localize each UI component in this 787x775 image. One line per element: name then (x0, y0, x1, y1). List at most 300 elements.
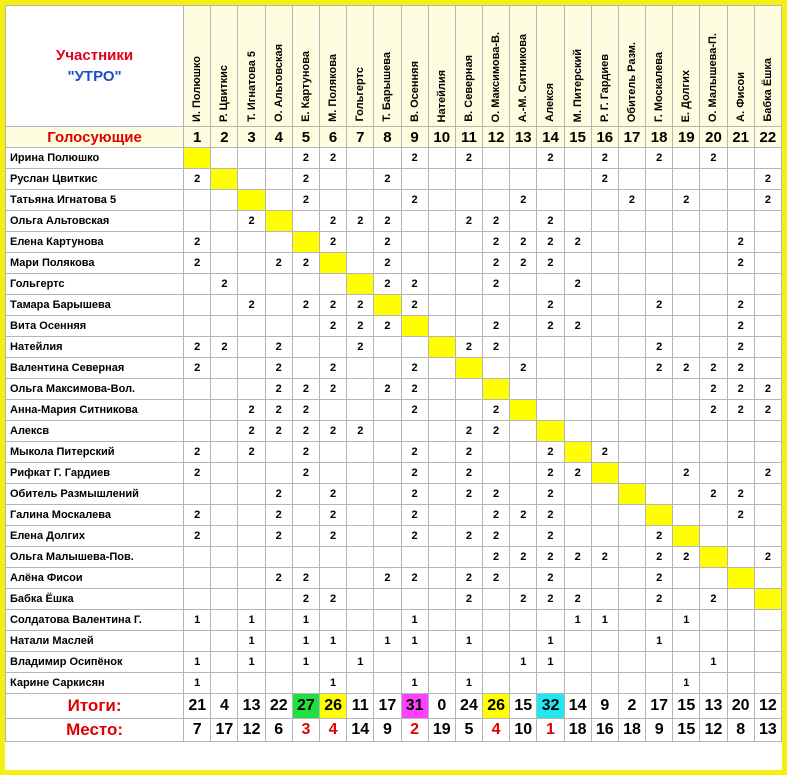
vote-cell (727, 568, 754, 589)
total-value: 13 (238, 694, 265, 719)
vote-cell (618, 400, 645, 421)
vote-cell: 2 (401, 400, 428, 421)
participant-number: 14 (537, 127, 564, 148)
vote-cell (211, 526, 238, 547)
vote-cell (727, 190, 754, 211)
voter-name: Ирина Полюшко (6, 148, 184, 169)
vote-cell (537, 358, 564, 379)
vote-cell (292, 547, 319, 568)
participant-header (510, 6, 537, 127)
vote-cell (618, 505, 645, 526)
place-value: 8 (727, 719, 754, 742)
voter-name: Натейлия (6, 337, 184, 358)
vote-cell (537, 673, 564, 694)
vote-cell (646, 232, 673, 253)
voter-row (6, 379, 782, 400)
total-value: 4 (211, 694, 238, 719)
voter-row (6, 673, 782, 694)
vote-cell (428, 547, 455, 568)
vote-cell (564, 295, 591, 316)
vote-cell (211, 421, 238, 442)
participant-number: 17 (618, 127, 645, 148)
vote-cell (483, 610, 510, 631)
voter-row (6, 652, 782, 673)
vote-cell: 2 (184, 169, 211, 190)
place-value: 6 (265, 719, 292, 742)
vote-cell: 1 (673, 610, 700, 631)
vote-cell (347, 400, 374, 421)
participant-name: М. Питерский (571, 48, 584, 122)
vote-cell (483, 379, 510, 400)
vote-cell (537, 169, 564, 190)
vote-cell (591, 589, 618, 610)
vote-cell: 2 (455, 568, 482, 589)
vote-cell (265, 442, 292, 463)
voter-name: Елена Долгих (6, 526, 184, 547)
vote-cell (401, 421, 428, 442)
voter-row (6, 631, 782, 652)
vote-cell: 2 (374, 253, 401, 274)
vote-cell (510, 673, 537, 694)
voter-name: Натали Маслей (6, 631, 184, 652)
vote-cell (700, 169, 727, 190)
vote-cell: 1 (184, 610, 211, 631)
vote-cell (455, 295, 482, 316)
participant-header (727, 6, 754, 127)
vote-cell (428, 274, 455, 295)
vote-cell (483, 652, 510, 673)
vote-cell: 2 (483, 547, 510, 568)
vote-cell: 2 (537, 148, 564, 169)
vote-cell (646, 505, 673, 526)
vote-cell: 2 (700, 484, 727, 505)
vote-cell: 2 (591, 169, 618, 190)
vote-cell (646, 421, 673, 442)
vote-cell: 2 (184, 442, 211, 463)
vote-cell: 2 (700, 379, 727, 400)
vote-cell: 1 (320, 673, 347, 694)
vote-cell (727, 274, 754, 295)
place-value: 16 (591, 719, 618, 742)
vote-cell (211, 253, 238, 274)
participant-name: Р. Цвиткис (218, 64, 231, 122)
vote-cell: 2 (292, 568, 319, 589)
vote-cell (265, 211, 292, 232)
vote-cell (401, 652, 428, 673)
vote-cell: 2 (537, 295, 564, 316)
vote-cell: 2 (727, 379, 754, 400)
voter-name: Татьяна Игнатова 5 (6, 190, 184, 211)
vote-cell (564, 631, 591, 652)
vote-cell (428, 316, 455, 337)
vote-cell (238, 190, 265, 211)
vote-cell (700, 610, 727, 631)
vote-cell: 2 (754, 169, 781, 190)
vote-cell (673, 169, 700, 190)
vote-cell (184, 484, 211, 505)
vote-cell (510, 295, 537, 316)
vote-cell: 2 (727, 295, 754, 316)
vote-cell (455, 505, 482, 526)
vote-cell: 2 (483, 232, 510, 253)
vote-cell: 2 (591, 442, 618, 463)
vote-cell (510, 568, 537, 589)
vote-cell (727, 526, 754, 547)
vote-cell (727, 631, 754, 652)
vote-cell (184, 148, 211, 169)
vote-cell (347, 610, 374, 631)
participant-name: Т. Барышева (381, 52, 394, 122)
vote-cell (646, 316, 673, 337)
voter-name: Бабка Ёшка (6, 589, 184, 610)
vote-cell (591, 358, 618, 379)
vote-cell (564, 358, 591, 379)
participant-number: 11 (455, 127, 482, 148)
vote-cell (591, 316, 618, 337)
vote-cell: 2 (727, 358, 754, 379)
vote-cell (320, 253, 347, 274)
vote-cell (428, 232, 455, 253)
vote-cell: 2 (292, 190, 319, 211)
vote-cell: 1 (510, 652, 537, 673)
vote-cell (374, 652, 401, 673)
vote-cell (591, 421, 618, 442)
voter-row (6, 316, 782, 337)
vote-cell (591, 400, 618, 421)
vote-cell (754, 505, 781, 526)
total-value: 15 (673, 694, 700, 719)
vote-cell (428, 400, 455, 421)
totals-label: Итоги: (6, 694, 184, 719)
vote-cell (618, 274, 645, 295)
total-value: 14 (564, 694, 591, 719)
place-label: Место: (6, 719, 184, 742)
vote-cell (238, 673, 265, 694)
vote-cell (618, 673, 645, 694)
vote-cell: 2 (265, 253, 292, 274)
vote-cell: 2 (537, 232, 564, 253)
voter-name: Ольга Максимова-Вол. (6, 379, 184, 400)
vote-cell (564, 148, 591, 169)
vote-cell: 2 (537, 484, 564, 505)
place-value: 13 (754, 719, 781, 742)
vote-cell (428, 148, 455, 169)
vote-cell: 2 (564, 316, 591, 337)
vote-cell (483, 673, 510, 694)
participant-number: 20 (700, 127, 727, 148)
vote-cell (618, 631, 645, 652)
vote-cell: 2 (673, 463, 700, 484)
vote-cell (455, 379, 482, 400)
voter-name: Солдатова Валентина Г. (6, 610, 184, 631)
place-value: 1 (537, 719, 564, 742)
voter-name: Карине Саркисян (6, 673, 184, 694)
participant-name: О. Малышева-П. (707, 32, 720, 122)
vote-cell (401, 316, 428, 337)
vote-cell: 2 (347, 295, 374, 316)
participant-header (292, 6, 319, 127)
vote-cell (510, 274, 537, 295)
vote-cell (646, 211, 673, 232)
vote-cell: 2 (320, 358, 347, 379)
vote-cell: 2 (673, 547, 700, 568)
vote-cell (754, 526, 781, 547)
vote-cell (673, 589, 700, 610)
vote-cell: 2 (292, 295, 319, 316)
vote-cell: 2 (455, 484, 482, 505)
vote-cell (265, 547, 292, 568)
vote-cell (754, 358, 781, 379)
place-value: 4 (483, 719, 510, 742)
participant-name: И. Полюшко (191, 56, 204, 122)
vote-cell (646, 673, 673, 694)
voter-name: Гольгертс (6, 274, 184, 295)
vote-cell (673, 442, 700, 463)
place-value: 4 (320, 719, 347, 742)
vote-cell: 2 (537, 316, 564, 337)
vote-cell (700, 211, 727, 232)
voter-row (6, 253, 782, 274)
vote-cell (401, 253, 428, 274)
vote-cell (754, 568, 781, 589)
vote-cell: 2 (292, 379, 319, 400)
vote-cell: 2 (347, 421, 374, 442)
vote-cell: 2 (537, 547, 564, 568)
vote-cell (618, 484, 645, 505)
participant-number: 4 (265, 127, 292, 148)
vote-cell: 2 (483, 526, 510, 547)
vote-cell (483, 442, 510, 463)
voter-name: Елена Картунова (6, 232, 184, 253)
participant-number: 9 (401, 127, 428, 148)
vote-cell: 1 (374, 631, 401, 652)
voter-row (6, 547, 782, 568)
vote-cell (510, 211, 537, 232)
place-value: 9 (374, 719, 401, 742)
vote-cell (537, 379, 564, 400)
vote-cell (455, 358, 482, 379)
vote-cell (428, 526, 455, 547)
vote-cell: 2 (564, 232, 591, 253)
total-value: 11 (347, 694, 374, 719)
vote-cell (265, 673, 292, 694)
vote-cell: 1 (292, 610, 319, 631)
vote-cell: 1 (646, 631, 673, 652)
vote-cell: 2 (401, 190, 428, 211)
vote-cell (537, 274, 564, 295)
vote-cell (265, 463, 292, 484)
participant-name: Бабка Ёшка (761, 58, 774, 122)
vote-cell (238, 526, 265, 547)
vote-cell: 2 (455, 421, 482, 442)
vote-cell (673, 337, 700, 358)
vote-cell: 2 (238, 442, 265, 463)
vote-cell (564, 337, 591, 358)
vote-cell (673, 652, 700, 673)
places-row (6, 719, 782, 742)
vote-cell (618, 232, 645, 253)
vote-cell: 2 (727, 232, 754, 253)
vote-cell (510, 379, 537, 400)
vote-cell (537, 337, 564, 358)
vote-cell: 2 (700, 400, 727, 421)
vote-cell (727, 652, 754, 673)
vote-cell: 2 (537, 442, 564, 463)
vote-cell: 2 (347, 211, 374, 232)
vote-cell: 2 (401, 379, 428, 400)
vote-cell: 2 (754, 400, 781, 421)
vote-cell (238, 379, 265, 400)
vote-cell: 2 (374, 379, 401, 400)
voter-name: Вита Осенняя (6, 316, 184, 337)
vote-cell: 2 (292, 148, 319, 169)
voter-row (6, 505, 782, 526)
vote-cell (238, 358, 265, 379)
vote-cell (646, 442, 673, 463)
vote-cell (184, 400, 211, 421)
vote-cell (374, 673, 401, 694)
vote-cell (428, 463, 455, 484)
participant-number: 6 (320, 127, 347, 148)
voter-row (6, 169, 782, 190)
voter-row (6, 442, 782, 463)
vote-cell: 2 (483, 421, 510, 442)
vote-cell: 2 (483, 337, 510, 358)
vote-cell: 2 (673, 190, 700, 211)
vote-cell (184, 379, 211, 400)
total-value: 13 (700, 694, 727, 719)
vote-cell (292, 211, 319, 232)
voter-row (6, 358, 782, 379)
vote-cell: 2 (374, 568, 401, 589)
vote-cell: 2 (401, 505, 428, 526)
vote-cell: 2 (292, 442, 319, 463)
vote-cell (211, 568, 238, 589)
vote-cell (700, 316, 727, 337)
place-value: 17 (211, 719, 238, 742)
vote-cell (374, 358, 401, 379)
vote-cell (727, 610, 754, 631)
vote-cell: 2 (455, 211, 482, 232)
participant-number: 16 (591, 127, 618, 148)
vote-cell (673, 505, 700, 526)
vote-cell (455, 400, 482, 421)
vote-cell: 2 (564, 547, 591, 568)
vote-cell (510, 337, 537, 358)
vote-cell: 2 (320, 421, 347, 442)
total-value: 15 (510, 694, 537, 719)
vote-cell (591, 379, 618, 400)
vote-cell (727, 169, 754, 190)
vote-cell (211, 652, 238, 673)
vote-cell (238, 484, 265, 505)
vote-cell (320, 610, 347, 631)
vote-cell: 1 (455, 631, 482, 652)
vote-cell: 2 (564, 463, 591, 484)
vote-cell (374, 148, 401, 169)
title-line-2: "УТРО" (67, 68, 122, 85)
place-value: 9 (646, 719, 673, 742)
voter-name: Мари Полякова (6, 253, 184, 274)
vote-cell: 1 (184, 673, 211, 694)
vote-cell: 2 (184, 358, 211, 379)
vote-cell (428, 169, 455, 190)
vote-cell (591, 652, 618, 673)
participant-name: Е. Картунова (299, 51, 312, 122)
vote-cell: 2 (265, 526, 292, 547)
vote-cell (754, 295, 781, 316)
vote-cell (428, 589, 455, 610)
participant-header (673, 6, 700, 127)
vote-cell: 2 (320, 295, 347, 316)
participant-number: 19 (673, 127, 700, 148)
vote-cell (292, 505, 319, 526)
vote-cell: 2 (673, 358, 700, 379)
participant-number: 2 (211, 127, 238, 148)
vote-cell (320, 442, 347, 463)
vote-cell (428, 211, 455, 232)
vote-cell (510, 526, 537, 547)
vote-cell (374, 190, 401, 211)
vote-cell: 2 (184, 505, 211, 526)
vote-cell (347, 232, 374, 253)
vote-cell: 2 (265, 400, 292, 421)
vote-cell: 2 (510, 547, 537, 568)
vote-cell: 2 (537, 526, 564, 547)
vote-cell (347, 274, 374, 295)
vote-cell (510, 484, 537, 505)
total-value: 2 (618, 694, 645, 719)
participant-name: Гольгертс (354, 67, 367, 122)
vote-cell (754, 148, 781, 169)
vote-cell (564, 442, 591, 463)
place-value: 18 (564, 719, 591, 742)
vote-cell (618, 316, 645, 337)
vote-cell: 1 (591, 610, 618, 631)
participant-header (374, 6, 401, 127)
vote-cell (591, 526, 618, 547)
vote-cell (537, 421, 564, 442)
place-value: 12 (700, 719, 727, 742)
vote-cell (727, 211, 754, 232)
vote-cell (700, 232, 727, 253)
vote-cell (673, 232, 700, 253)
vote-cell (618, 652, 645, 673)
vote-cell (700, 526, 727, 547)
voter-name: Ольга Альтовская (6, 211, 184, 232)
vote-cell: 2 (646, 589, 673, 610)
vote-cell (564, 253, 591, 274)
vote-cell (564, 568, 591, 589)
vote-cell (238, 148, 265, 169)
vote-cell: 2 (320, 148, 347, 169)
vote-cell (347, 442, 374, 463)
vote-cell (401, 547, 428, 568)
vote-cell: 2 (700, 358, 727, 379)
participant-number: 18 (646, 127, 673, 148)
vote-cell: 1 (700, 652, 727, 673)
vote-cell: 1 (537, 652, 564, 673)
participant-name: М. Полякова (327, 54, 340, 122)
vote-cell (428, 673, 455, 694)
vote-cell (347, 568, 374, 589)
vote-cell: 2 (646, 337, 673, 358)
vote-cell (700, 421, 727, 442)
vote-cell (292, 232, 319, 253)
vote-cell: 2 (292, 463, 319, 484)
vote-cell: 2 (211, 337, 238, 358)
place-value: 18 (618, 719, 645, 742)
